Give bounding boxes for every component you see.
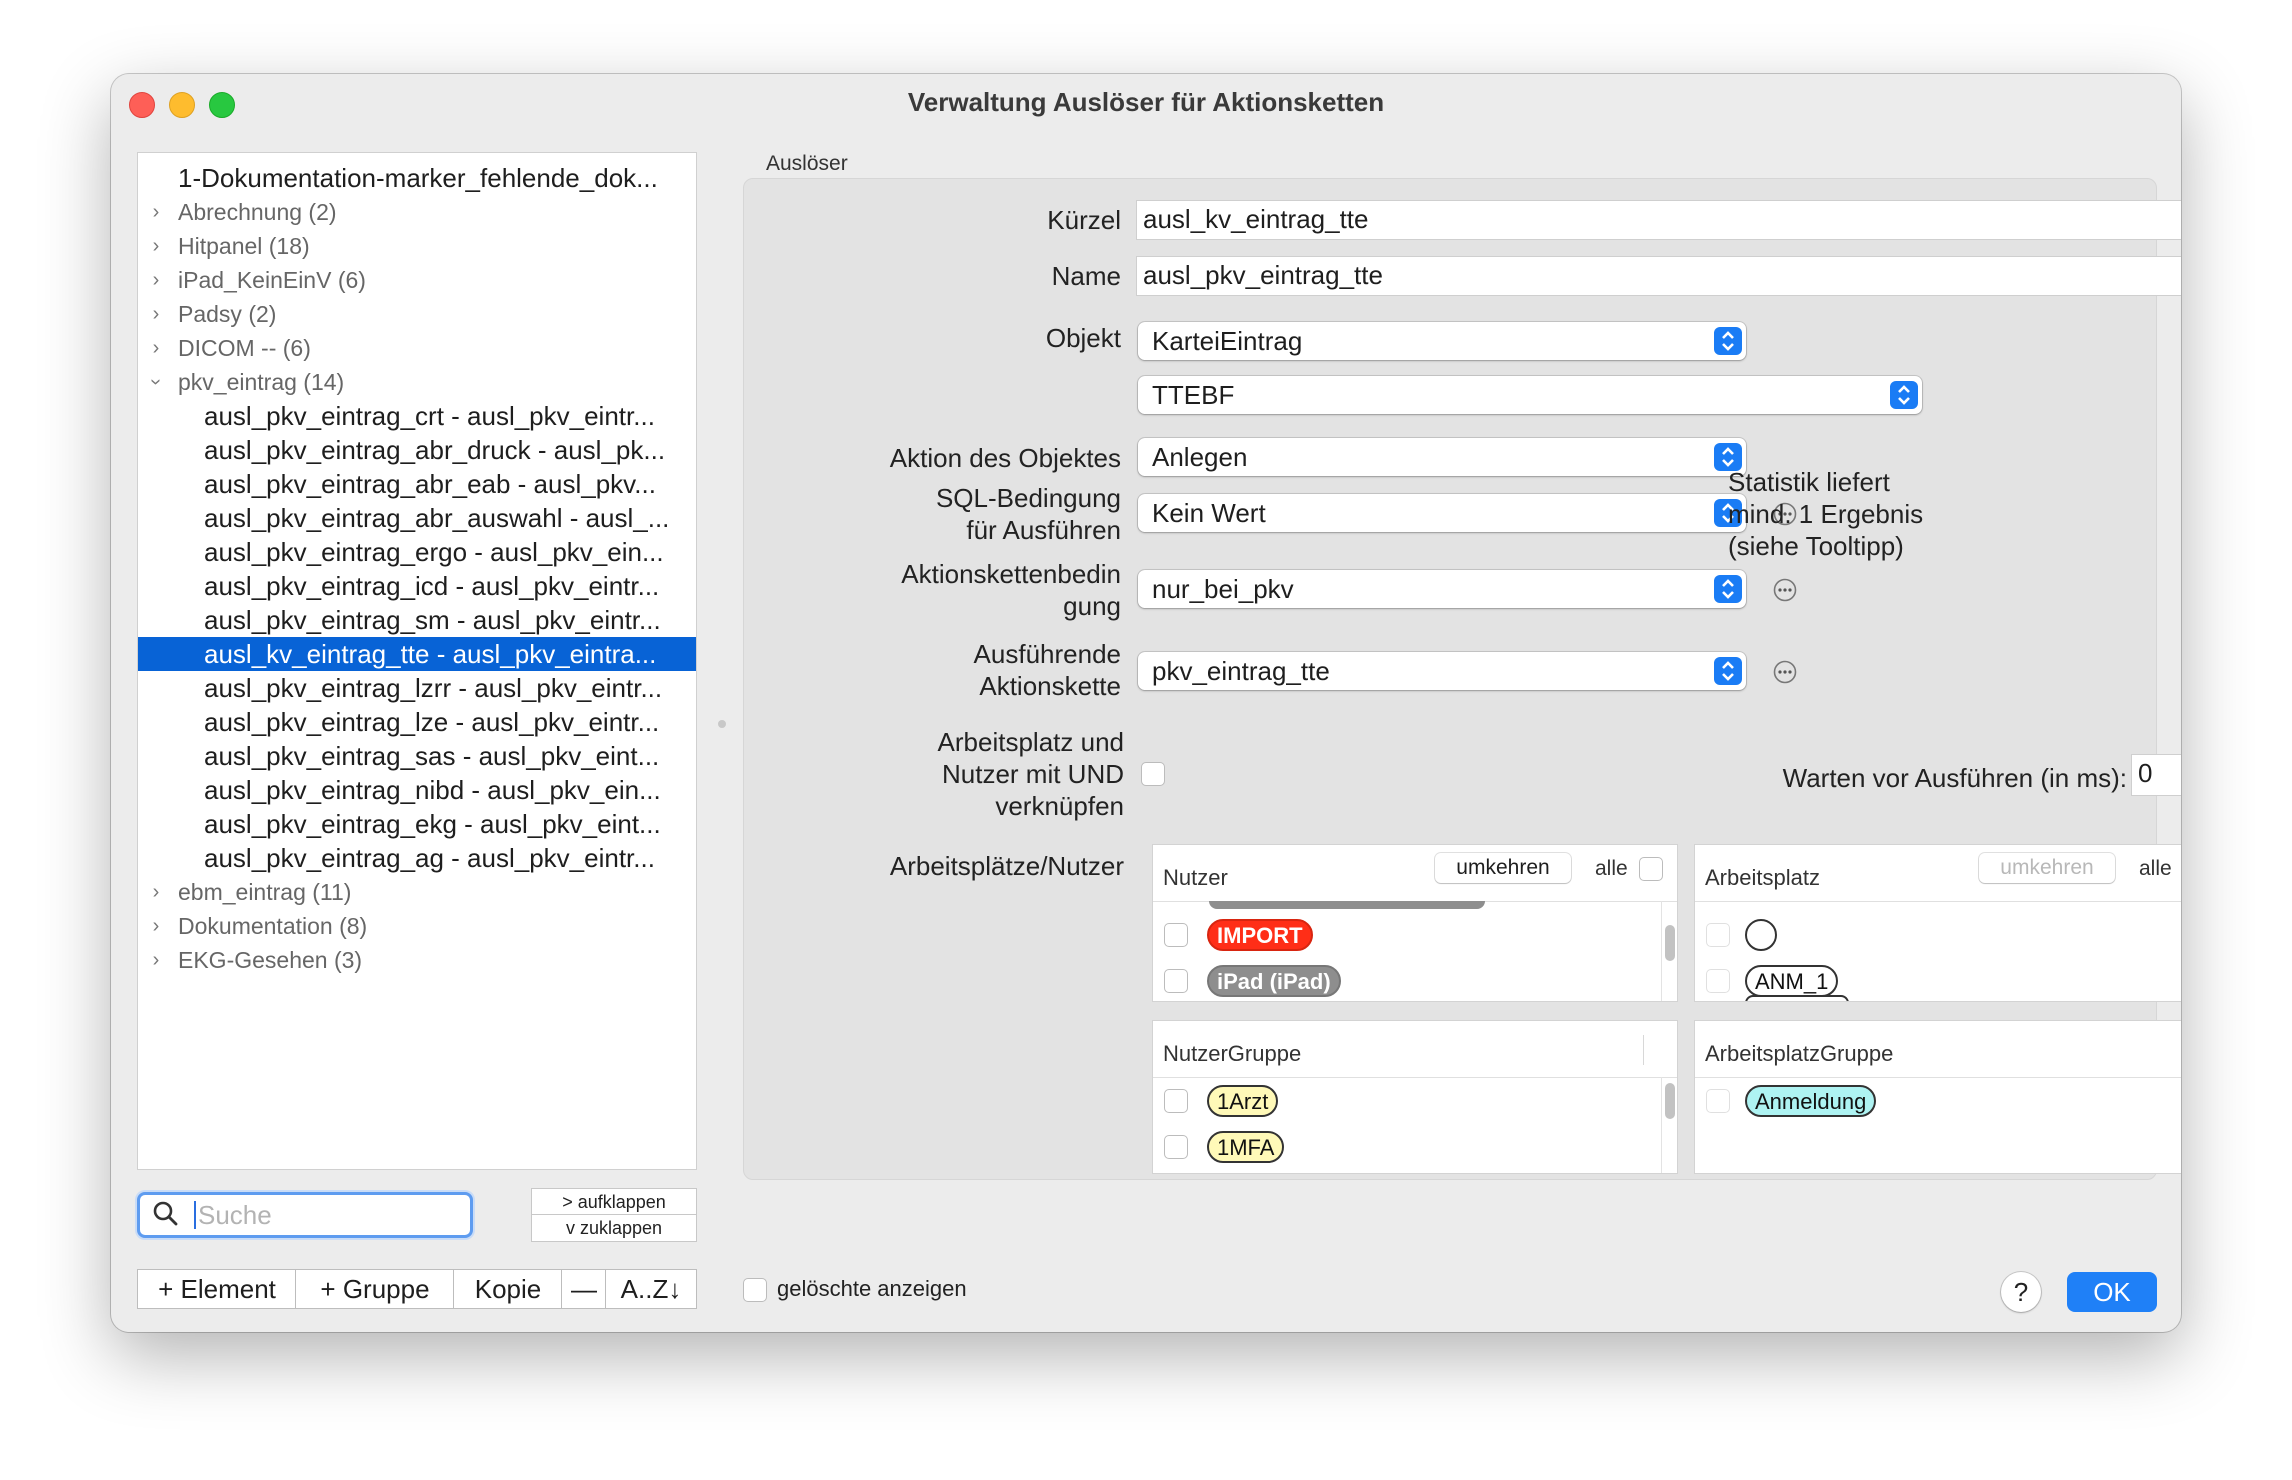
und-label-line2: Nutzer mit UND <box>941 759 1124 789</box>
tree-group-ebm-eintrag[interactable] <box>138 875 696 909</box>
tree-item-label: ausl_pkv_eintrag_lzrr - ausl_pkv_eintr... <box>204 673 663 703</box>
nutzergruppe-header: NutzerGruppe <box>1163 1041 1302 1066</box>
ausfuehrende-label-line1: Ausführende <box>973 639 1121 669</box>
name-input[interactable]: ausl_pkv_eintrag_tte <box>1136 256 2181 296</box>
arbeitsplatz-row-checkbox[interactable] <box>1706 969 1730 993</box>
tree-item-label: ausl_pkv_eintrag_ag - ausl_pkv_eintr... <box>204 843 655 873</box>
chevron-right-icon[interactable]: › <box>152 235 160 257</box>
ausfuehrende-kette-select-value: pkv_eintrag_tte <box>1152 656 1330 686</box>
ausfuehrende-label-line2: Aktionskette <box>979 671 1121 701</box>
tree-group-label: Dokumentation (8) <box>178 913 368 939</box>
sort-button[interactable]: A..Z↓ <box>605 1269 697 1309</box>
tree-item-selected[interactable] <box>138 637 696 671</box>
statistik-hint-line1: Statistik liefert <box>1728 467 1890 497</box>
search-placeholder: Suche <box>194 1201 272 1229</box>
tree-item-label: ausl_pkv_eintrag_crt - ausl_pkv_eintr... <box>204 401 655 431</box>
search-icon <box>152 1200 178 1226</box>
popup-arrows-icon <box>1714 657 1742 685</box>
collapse-all-button[interactable]: v zuklappen <box>531 1214 697 1242</box>
arbeitsplatz-row-checkbox[interactable] <box>1706 923 1730 947</box>
search-field[interactable] <box>137 1192 473 1238</box>
nutzergruppe-row-checkbox[interactable] <box>1164 1089 1188 1113</box>
tree-item[interactable] <box>138 569 696 603</box>
tree-group-ekg-gesehen[interactable] <box>138 943 696 977</box>
group-box-title: Auslöser <box>766 152 848 175</box>
trigger-tree-list[interactable] <box>137 152 697 1170</box>
tree-group-label: DICOM -- (6) <box>178 335 311 361</box>
chevron-right-icon[interactable]: › <box>152 269 160 291</box>
tree-item-label: ausl_pkv_eintrag_ergo - ausl_pkv_ein... <box>204 537 664 567</box>
arbeitsplatz-table[interactable] <box>1694 844 2181 1002</box>
arbeitsplatzgruppe-row-checkbox[interactable] <box>1706 1089 1730 1113</box>
add-group-button[interactable]: + Gruppe <box>295 1269 455 1309</box>
und-label-line3: verknüpfen <box>995 791 1124 821</box>
remove-button[interactable]: — <box>561 1269 607 1309</box>
kettenbedingung-label-line1: Aktionskettenbedin <box>901 559 1121 589</box>
popup-arrows-icon <box>1714 327 1742 355</box>
tree-item-label: 1-Dokumentation-marker_fehlende_dok... <box>178 163 658 193</box>
tree-group-label: Padsy (2) <box>178 301 277 327</box>
chevron-right-icon[interactable]: › <box>152 201 160 223</box>
aktion-select[interactable] <box>1138 438 1746 476</box>
warten-label: Warten vor Ausführen (in ms): <box>1782 763 2127 793</box>
title-bar <box>111 74 2181 132</box>
und-checkbox[interactable] <box>1141 762 1165 786</box>
user-pill-ipad: iPad (iPad) <box>1207 965 1341 997</box>
tree-item[interactable] <box>138 603 696 637</box>
nutzer-row-checkbox[interactable] <box>1164 923 1188 947</box>
split-view-handle[interactable] <box>718 720 726 728</box>
sql-label-line2: für Ausführen <box>966 515 1121 545</box>
tree-item[interactable] <box>138 841 696 875</box>
statistik-hint-line2: mind. 1 Ergebnis <box>1728 499 1924 529</box>
help-button[interactable]: ? <box>2001 1272 2041 1312</box>
tree-group-label: iPad_KeinEinV (6) <box>178 267 366 293</box>
tree-item-label: ausl_pkv_eintrag_abr_auswahl - ausl_... <box>204 503 670 533</box>
nutzer-scrollbar[interactable] <box>1661 901 1676 1001</box>
kuerzel-label: Kürzel <box>1047 205 1121 235</box>
nutzergruppe-table[interactable] <box>1152 1020 1678 1174</box>
kettenbedingung-select[interactable] <box>1138 570 1746 608</box>
chevron-right-icon[interactable]: › <box>152 949 160 971</box>
popup-arrows-icon <box>1890 381 1918 409</box>
tree-item[interactable] <box>138 671 696 705</box>
tree-group-label: EKG-Gesehen (3) <box>178 947 363 973</box>
nutzer-header: Nutzer <box>1163 865 1228 890</box>
arbeitsplatzgruppe-table[interactable] <box>1694 1020 2181 1174</box>
group-pill-1mfa: 1MFA <box>1207 1131 1284 1163</box>
nutzer-all-label: alle <box>1595 857 1628 880</box>
tree-item-label: ausl_pkv_eintrag_lze - ausl_pkv_eintr... <box>204 707 660 737</box>
workstation-pill-anm1: ANM_1 <box>1745 965 1838 997</box>
chevron-right-icon[interactable]: › <box>152 337 160 359</box>
nutzer-invert-button[interactable]: umkehren <box>1435 853 1571 883</box>
tree-item[interactable] <box>138 705 696 739</box>
workstation-pill-empty <box>1745 919 1777 951</box>
tree-item[interactable] <box>138 501 696 535</box>
und-label-line1: Arbeitsplatz und <box>937 727 1124 757</box>
ausfuehrende-kette-select[interactable] <box>1138 652 1746 690</box>
tree-group-hitpanel[interactable] <box>138 229 696 263</box>
tree-item-label: ausl_pkv_eintrag_abr_eab - ausl_pkv... <box>204 469 656 499</box>
tree-item-label: ausl_pkv_eintrag_sas - ausl_pkv_eint... <box>204 741 660 771</box>
name-label: Name <box>1051 261 1121 291</box>
tree-group-label: ebm_eintrag (11) <box>178 879 352 905</box>
chevron-right-icon[interactable]: › <box>152 303 160 325</box>
tree-item[interactable] <box>138 535 696 569</box>
ok-button[interactable]: OK <box>2067 1272 2157 1312</box>
tree-item-label: ausl_pkv_eintrag_nibd - ausl_pkv_ein... <box>204 775 661 805</box>
aktion-select-value: Anlegen <box>1152 442 1248 472</box>
window-title: Verwaltung Auslöser für Aktionsketten <box>907 87 1385 117</box>
tree-item-label: ausl_pkv_eintrag_sm - ausl_pkv_eintr... <box>204 605 661 635</box>
nutzer-row-checkbox[interactable] <box>1164 969 1188 993</box>
arbeitsplatz-all-label: alle <box>2139 857 2172 880</box>
group-pill-anmeldung: Anmeldung <box>1745 1085 1876 1117</box>
scroll-thumb[interactable] <box>1665 1083 1675 1119</box>
statistik-hint-line3: (siehe Tooltipp) <box>1728 531 1904 561</box>
scroll-thumb[interactable] <box>1665 925 1675 961</box>
column-divider <box>1643 1035 1644 1065</box>
kettenbedingung-select-value: nur_bei_pkv <box>1152 574 1294 604</box>
more-options-icon[interactable] <box>1773 660 1797 684</box>
table-header <box>1153 1021 1677 1078</box>
sql-select-value: Kein Wert <box>1152 498 1266 528</box>
nutzer-table[interactable] <box>1152 844 1678 1002</box>
nutzer-all-checkbox[interactable] <box>1639 857 1663 881</box>
kuerzel-input[interactable]: ausl_kv_eintrag_tte <box>1136 200 2181 240</box>
tree-item[interactable] <box>138 739 696 773</box>
clipped-workstation-pill <box>1745 995 1849 1002</box>
warten-input[interactable]: 0 <box>2131 754 2181 796</box>
tree-item[interactable] <box>138 467 696 501</box>
dialog-window <box>111 74 2181 1332</box>
tree-group-ipad[interactable] <box>138 263 696 297</box>
tree-item-label: ausl_pkv_eintrag_ekg - ausl_pkv_eint... <box>204 809 661 839</box>
popup-arrows-icon <box>1714 575 1742 603</box>
objekt-sub-select[interactable] <box>1138 376 1922 414</box>
tree-group-label: pkv_eintrag (14) <box>178 369 345 395</box>
aktion-label: Aktion des Objektes <box>889 443 1121 473</box>
nutzergruppe-scrollbar[interactable] <box>1661 1077 1676 1173</box>
chevron-right-icon[interactable]: › <box>152 881 160 903</box>
arbeitsplatzgruppe-header: ArbeitsplatzGruppe <box>1705 1041 1894 1066</box>
user-pill-import: IMPORT <box>1207 919 1313 951</box>
show-deleted-label: gelöschte anzeigen <box>777 1276 967 1301</box>
tree-item-label: ausl_pkv_eintrag_icd - ausl_pkv_eintr... <box>204 571 660 601</box>
kettenbedingung-label-line2: gung <box>1063 591 1121 621</box>
tree-item[interactable] <box>138 399 696 433</box>
objekt-select[interactable] <box>1138 322 1746 360</box>
tree-group-label: Abrechnung (2) <box>178 199 337 225</box>
arbeitsplatz-header: Arbeitsplatz <box>1705 865 1820 890</box>
more-options-icon[interactable] <box>1773 578 1797 602</box>
objekt-sub-select-value: TTEBF <box>1152 380 1235 410</box>
chevron-right-icon[interactable]: › <box>152 915 160 937</box>
table-header <box>1695 1021 2181 1078</box>
tree-group-abrechnung[interactable] <box>138 195 696 229</box>
expand-all-button[interactable]: > aufklappen <box>531 1188 697 1216</box>
sql-select[interactable] <box>1138 494 1746 532</box>
tree-item-label: ausl_kv_eintrag_tte - ausl_pkv_eintra... <box>204 639 657 669</box>
tree-item[interactable] <box>138 161 696 195</box>
copy-button[interactable]: Kopie <box>453 1269 563 1309</box>
nutzergruppe-row-checkbox[interactable] <box>1164 1135 1188 1159</box>
clipped-user-pill <box>1209 901 1485 909</box>
tree-group-dokumentation[interactable] <box>138 909 696 943</box>
tree-group-padsy[interactable] <box>138 297 696 331</box>
tree-group-dicom[interactable] <box>138 331 696 365</box>
add-element-button[interactable]: + Element <box>137 1269 297 1309</box>
tree-item[interactable] <box>138 773 696 807</box>
arbeitsplatz-invert-button[interactable]: umkehren <box>1979 853 2115 883</box>
statistik-hint <box>1728 466 1923 562</box>
objekt-label: Objekt <box>1045 323 1121 353</box>
chevron-down-icon[interactable]: › <box>145 378 167 386</box>
sql-label-line1: SQL-Bedingung <box>935 483 1121 513</box>
tree-item-label: ausl_pkv_eintrag_abr_druck - ausl_pk... <box>204 435 666 465</box>
tree-item[interactable] <box>138 433 696 467</box>
group-pill-1arzt: 1Arzt <box>1207 1085 1278 1117</box>
tree-group-pkv-eintrag[interactable] <box>138 365 696 399</box>
tree-group-label: Hitpanel (18) <box>178 233 310 259</box>
show-deleted-checkbox[interactable] <box>743 1278 767 1302</box>
tree-item[interactable] <box>138 807 696 841</box>
objekt-select-value: KarteiEintrag <box>1152 326 1303 356</box>
arbeitsplaetze-nutzer-label: Arbeitsplätze/Nutzer <box>889 851 1124 881</box>
